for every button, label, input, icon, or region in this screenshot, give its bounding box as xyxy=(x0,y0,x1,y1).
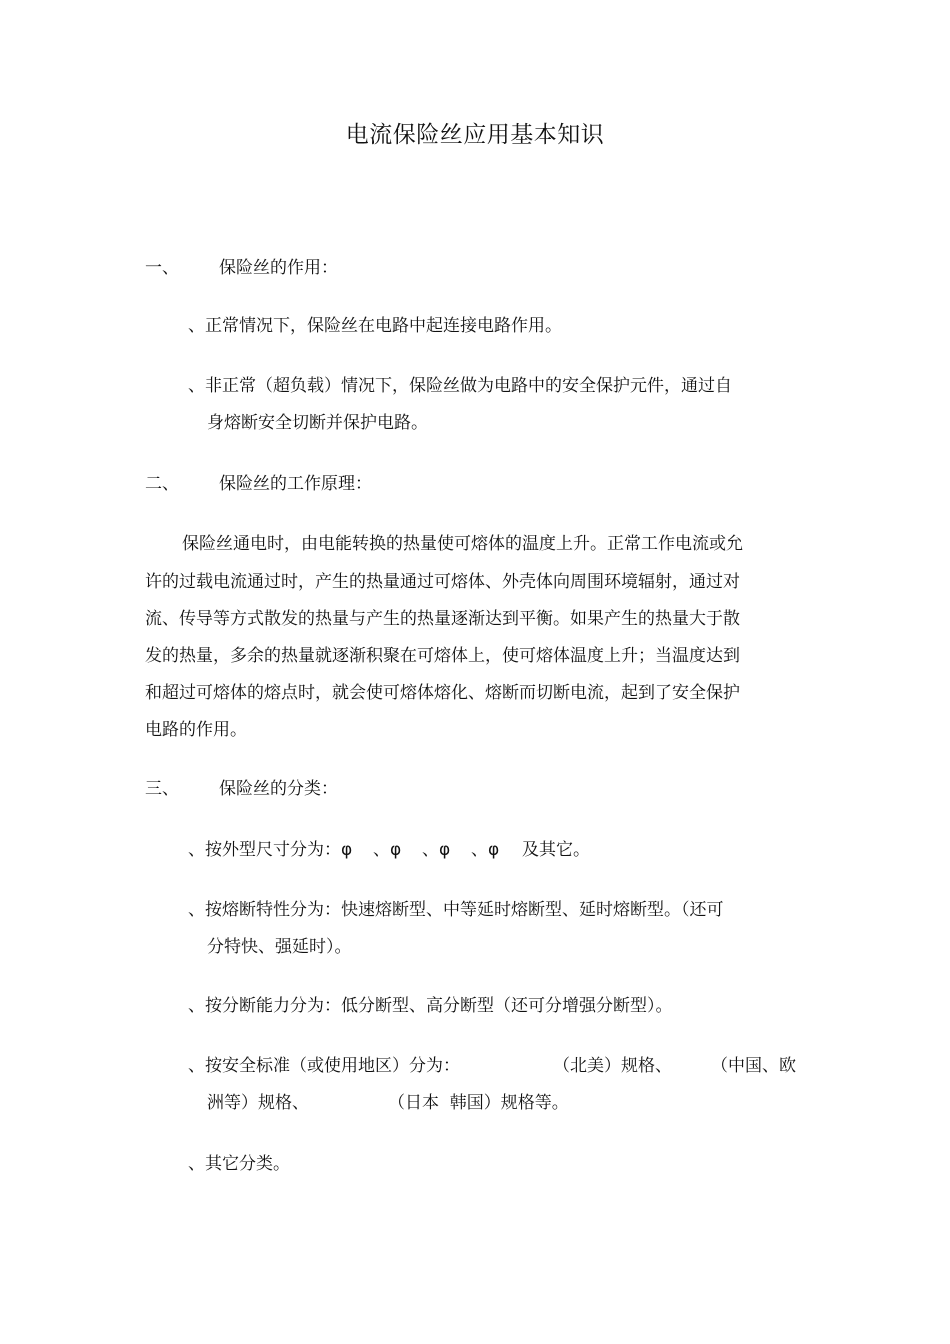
size-separator: 、 xyxy=(373,840,390,860)
section-1-item-1: 、正常情况下，保险丝在电路中起连接电路作用。 xyxy=(188,316,562,336)
section-3-heading: 保险丝的分类： xyxy=(219,779,338,799)
document-title: 电流保险丝应用基本知识 xyxy=(345,122,605,148)
phi-symbol: φ xyxy=(439,840,451,860)
size-separator: 、 xyxy=(471,840,488,860)
section-2-paragraph-line-4: 发的热量，多余的热量就逐渐积聚在可熔体上，使可熔体温度上升；当温度达到 xyxy=(145,646,740,666)
section-3-item-melt-continued: 分特快、强延时）。 xyxy=(207,937,352,957)
section-2-number: 二、 xyxy=(145,474,179,494)
section-2-paragraph-line-1: 保险丝通电时，由电能转换的热量使可熔体的温度上升。正常工作电流或允 xyxy=(182,534,743,554)
section-1-item-2: 、非正常（超负载）情况下，保险丝做为电路中的安全保护元件，通过自 xyxy=(188,376,732,396)
section-3-item-breaking: 、按分断能力分为：低分断型、高分断型（还可分增强分断型）。 xyxy=(188,996,673,1016)
section-3-item-safety-prefix: 、按安全标准（或使用地区）分为： xyxy=(188,1056,460,1076)
section-1-heading: 保险丝的作用： xyxy=(219,258,338,278)
phi-symbol: φ xyxy=(390,840,402,860)
section-3-item-safety-japan-korea: （日本 韩国）规格等。 xyxy=(388,1093,569,1113)
section-3-item-safety-europe: 洲等）规格、 xyxy=(207,1093,309,1113)
section-2-paragraph-line-5: 和超过可熔体的熔点时，就会使可熔体熔化、熔断而切断电流，起到了安全保护 xyxy=(145,683,740,703)
section-2-paragraph-line-6: 电路的作用。 xyxy=(145,720,247,740)
section-3-item-melt: 、按熔断特性分为：快速熔断型、中等延时熔断型、延时熔断型。（还可 xyxy=(188,900,724,920)
section-2-paragraph-line-2: 许的过载电流通过时，产生的热量通过可熔体、外壳体向周围环境辐射，通过对 xyxy=(145,572,740,592)
section-2-paragraph-line-3: 流、传导等方式散发的热量与产生的热量逐渐达到平衡。如果产生的热量大于散 xyxy=(145,609,740,629)
section-3-item-safety-china: （中国、欧 xyxy=(711,1056,796,1076)
section-3-item-size xyxy=(188,838,590,862)
size-separator: 、 xyxy=(422,840,439,860)
section-2-heading: 保险丝的工作原理： xyxy=(219,474,372,494)
section-3-item-safety-north-america: （北美）规格、 xyxy=(553,1056,672,1076)
phi-symbol: φ xyxy=(488,840,500,860)
size-prefix: 、按外型尺寸分为： xyxy=(188,840,341,860)
section-1-number: 一、 xyxy=(145,258,179,278)
size-suffix: 及其它。 xyxy=(522,840,590,860)
phi-symbol: φ xyxy=(341,840,353,860)
section-3-number: 三、 xyxy=(145,779,179,799)
section-3-item-other: 、其它分类。 xyxy=(188,1154,290,1174)
section-1-item-2-continued: 身熔断安全切断并保护电路。 xyxy=(207,413,428,433)
